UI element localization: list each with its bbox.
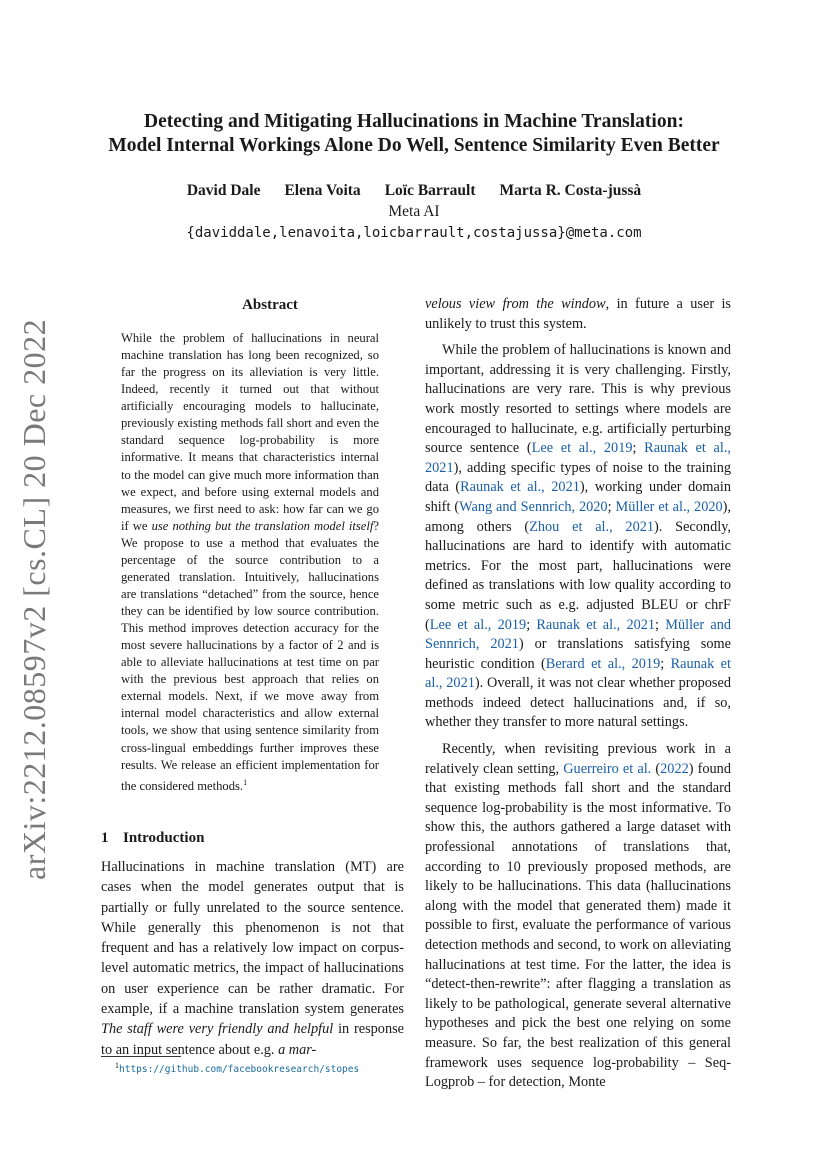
body-text: ). Overall, it was not clear whether proposed methods indeed detect hallucinations and, if so, whether they transfer to more natural settings.: [425, 675, 731, 731]
affiliation: Meta AI: [388, 203, 440, 220]
body-text: ;: [632, 440, 645, 457]
paragraph: [425, 295, 731, 334]
arxiv-identifier: arXiv:2212.08597v2 [cs.CL] 20 Dec 2022: [16, 318, 52, 880]
citation-link[interactable]: Zhou et al., 2021: [529, 518, 655, 535]
footnote-number: 1: [115, 1061, 119, 1070]
citation-link[interactable]: Müller et al., 2020: [615, 498, 723, 515]
body-text: ). Secondly, hallucinations are hard to identify with automatic metrics. For the most part, hallucinations were defined as translations with low quality according to some metric such as e.g. adjusted BLEU or chrF (: [425, 518, 731, 633]
citation-link[interactable]: Raunak et al., 2021: [460, 479, 580, 496]
author-name: Elena Voita: [284, 182, 361, 199]
body-text: ), among others (: [425, 498, 731, 535]
title-line-1: Detecting and Mitigating Hallucinations in Machine Translation:: [144, 111, 684, 132]
body-text: ;: [655, 616, 666, 633]
author-emails: {daviddale,lenavoita,loicbarrault,costajussa}@meta.com: [186, 225, 642, 241]
citation-link[interactable]: Raunak et al., 2021: [425, 440, 731, 476]
footnote: [115, 1061, 359, 1075]
abstract-heading: Abstract: [242, 297, 298, 313]
paragraph: [425, 740, 731, 1093]
body-text: While the problem of hallucinations is known and important, addressing it is very challenging. Firstly, hallucinations are very rare. This is why previous work mostly resorted to settings where models are encouraged to hallucinate, e.g. artificially perturbing source sentence (: [425, 342, 731, 457]
section-number: 1: [101, 830, 109, 846]
body-text: , in future a user is unlikely to trust this system.: [425, 296, 731, 332]
body-text: ), working under domain shift (: [425, 479, 731, 515]
body-text: ) or translations satisfying some heuristic condition (: [425, 636, 731, 672]
footnote-marker: 1: [243, 777, 248, 787]
title-line-2: Model Internal Workings Alone Do Well, Sentence Similarity Even Better: [108, 135, 720, 156]
intro-emphasis: The staff were very friendly and helpful: [101, 1021, 334, 1038]
citation-link[interactable]: Lee et al., 2019: [531, 440, 633, 457]
abstract-text: [121, 330, 379, 795]
abstract-part: While the problem of hallucinations in neural machine translation has long been recognized, so far the progress on its alleviation is very little. Indeed, recently it turned out that without artificially encouraging models to hallucinate, previously existing methods fall short and even the standard sequence log-probability is more informative. It means that characteristics internal to the model can give much more information than we expect, and before using external models and measures, we first need to ask: how far can we go if we: [121, 331, 379, 533]
footnote-link[interactable]: https://github.com/facebookresearch/stopes: [119, 1064, 360, 1075]
citation-link[interactable]: Guerreiro et al.: [563, 760, 652, 777]
citation-link[interactable]: Raunak et al., 2021: [536, 616, 656, 633]
author-name: Marta R. Costa-jussà: [499, 182, 642, 199]
citation-link[interactable]: 2022: [660, 760, 689, 777]
emphasis-text: velous view from the window: [425, 296, 606, 312]
body-text: Recently, when revisiting previous work in a relatively clean setting,: [425, 741, 731, 777]
citation-link[interactable]: Raunak et al., 2021: [425, 655, 731, 692]
body-text: ;: [607, 498, 616, 515]
body-text: (: [651, 760, 661, 777]
right-column: [425, 295, 731, 1093]
body-text: ) found that existing methods fall short and the standard sequence log-probability is the most informative. To show this, the authors gathered a large dataset with professional annotations of translations that, according to 10 previously proposed methods, are likely to be hallucinations. This data (hallucinations along with the model that generated them) made it possible to first, evaluate the performance of various detection methods and second, to work on alleviating hallucinations at test time. For the latter, the idea is “detect-then-rewrite”: after flagging a translation as likely to be pathological, generate several alternative hypotheses and pick the best one relying on some measure. So far, the best realization of this general framework uses sequence log-probability – Seq-Logprob – for detection, Monte: [425, 760, 731, 1091]
intro-text: in response to an input sentence about e.g.: [101, 1021, 404, 1058]
intro-text: Hallucinations in machine translation (MT) are cases when the model generates output that is partially or fully unrelated to the source sentence. While generally this phenomenon is not that frequent and has a relatively low impact on corpus-level automatic metrics, the impact of hallucinations on user experience can be rather dramatic. For example, if a machine translation system generates: [101, 859, 404, 1018]
author-name: Loïc Barrault: [384, 182, 476, 199]
author-list: [80, 180, 748, 202]
paper-title: [80, 110, 748, 158]
body-text: ;: [526, 616, 537, 633]
intro-emphasis: a mar-: [278, 1041, 317, 1058]
body-text: ;: [660, 655, 671, 672]
introduction-paragraph: [101, 857, 404, 1060]
citation-link[interactable]: Müller and Sennrich, 2021: [425, 616, 731, 653]
author-name: David Dale: [186, 182, 261, 199]
paragraph: [425, 341, 731, 733]
section-title: Introduction: [123, 830, 205, 846]
abstract-part: ? We propose to use a method that evaluates the percentage of the source contribution to a generated translation. Intuitively, hallucinations are translations “detached” from the source, hence they can be identified by low source contribution. This method improves detection accuracy for the most severe hallucinations by a factor of 2 and is able to alleviate hallucinations at test time on par with the previous best approach that relies on external models. Next, if we move away from internal model characteristics and allow external tools, we show that using sentence similarity from cross-lingual embeddings further improves these results. We release an efficient implementation for the considered methods.: [121, 518, 379, 793]
citation-link[interactable]: Wang and Sennrich, 2020: [459, 498, 608, 515]
body-text: ), adding specific types of noise to the training data (: [425, 459, 731, 496]
citation-link[interactable]: Berard et al., 2019: [545, 655, 661, 672]
section-heading: [101, 830, 204, 847]
footnote-divider: [101, 1056, 181, 1057]
abstract-emphasis: use nothing but the translation model itself: [151, 518, 374, 533]
citation-link[interactable]: Lee et al., 2019: [429, 616, 527, 633]
